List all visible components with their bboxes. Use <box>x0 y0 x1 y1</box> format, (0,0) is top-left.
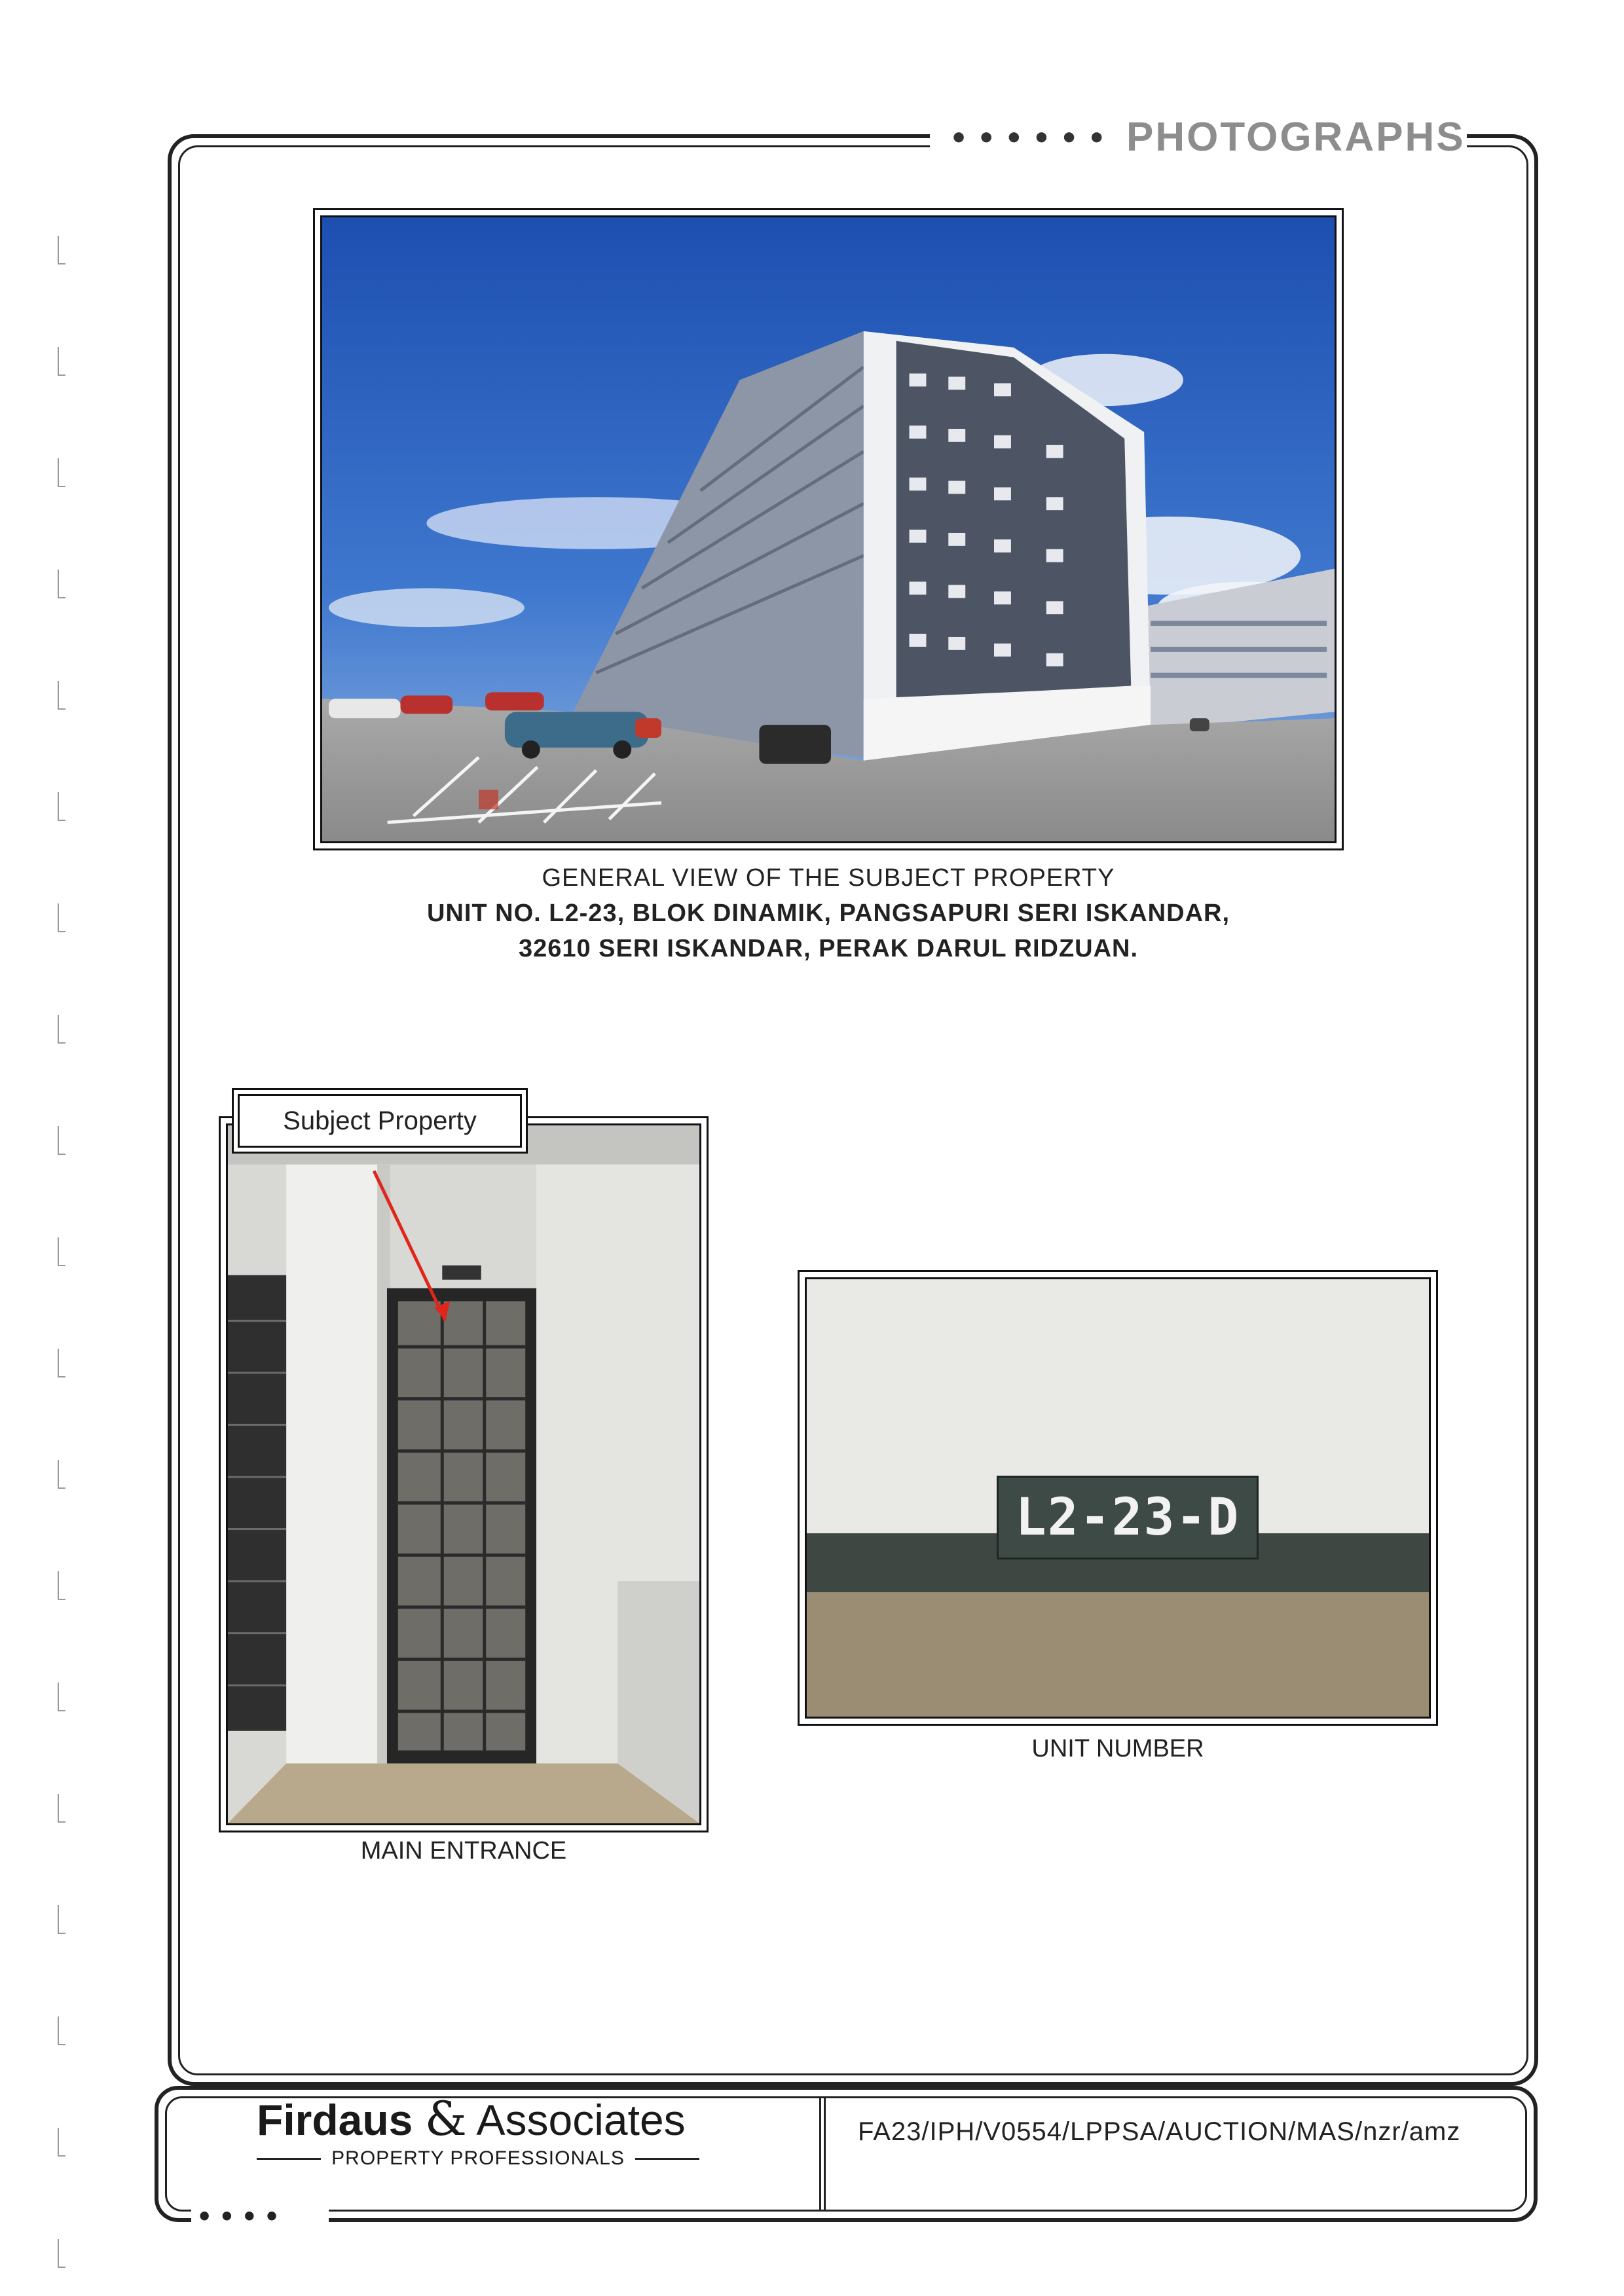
photo-main-entrance-image <box>226 1123 701 1825</box>
binding-hole <box>58 347 65 376</box>
binding-hole <box>58 458 65 487</box>
unit-number-plate-text: L2-23-D <box>1015 1488 1240 1547</box>
firm-name <box>257 2092 686 2146</box>
tagline-text: PROPERTY PROFESSIONALS <box>331 2147 625 2169</box>
photo-general-view <box>313 208 1344 850</box>
photo-general-view-image <box>320 215 1337 843</box>
header-dots: •••••• <box>950 122 1115 155</box>
caption-unit-number: UNIT NUMBER <box>1031 1735 1204 1762</box>
binding-hole <box>58 2128 65 2157</box>
firm-name-rest: Associates <box>476 2096 686 2144</box>
footer-divider <box>819 2098 826 2210</box>
address-line-2: 32610 SERI ISKANDAR, PERAK DARUL RIDZUAN. <box>518 935 1139 962</box>
tagline-rule-right <box>635 2158 699 2160</box>
page-title: PHOTOGRAPHS <box>1126 115 1466 160</box>
caption-main-entrance: MAIN ENTRANCE <box>360 1837 567 1865</box>
binding-hole <box>58 2016 65 2045</box>
binding-hole <box>58 681 65 710</box>
photo-main-entrance <box>219 1116 709 1832</box>
reference-number: FA23/IPH/V0554/LPPSA/AUCTION/MAS/nzr/amz <box>858 2117 1461 2146</box>
photo-floor <box>807 1592 1429 1717</box>
address-line-1: UNIT NO. L2-23, BLOK DINAMIK, PANGSAPURI SERI ISKANDAR, <box>426 900 1230 927</box>
caption-general-view: GENERAL VIEW OF THE SUBJECT PROPERTY <box>542 864 1115 892</box>
binding-hole <box>58 1905 65 1934</box>
photo-unit-number <box>798 1270 1438 1726</box>
binding-hole <box>58 2239 65 2268</box>
subject-property-label: Subject Property <box>238 1094 522 1148</box>
firm-tagline <box>257 2147 699 2170</box>
binding-hole <box>58 1683 65 1711</box>
binding-hole <box>58 570 65 598</box>
binding-hole <box>58 1015 65 1044</box>
binding-margin <box>0 0 72 2296</box>
binding-hole <box>58 903 65 932</box>
subject-property-label-box <box>232 1088 528 1154</box>
binding-hole <box>58 1349 65 1377</box>
footer-dots: •••• <box>196 2202 287 2231</box>
photo-unit-number-image <box>805 1277 1431 1719</box>
binding-hole <box>58 1460 65 1489</box>
binding-hole <box>58 1794 65 1823</box>
unit-number-plate <box>997 1476 1259 1559</box>
firm-name-bold: Firdaus <box>257 2096 413 2144</box>
binding-hole <box>58 1237 65 1266</box>
binding-hole <box>58 1571 65 1600</box>
binding-hole <box>58 792 65 821</box>
tagline-rule-left <box>257 2158 321 2160</box>
binding-hole <box>58 1126 65 1155</box>
firm-ampersand: & <box>424 2091 467 2146</box>
binding-hole <box>58 236 65 264</box>
